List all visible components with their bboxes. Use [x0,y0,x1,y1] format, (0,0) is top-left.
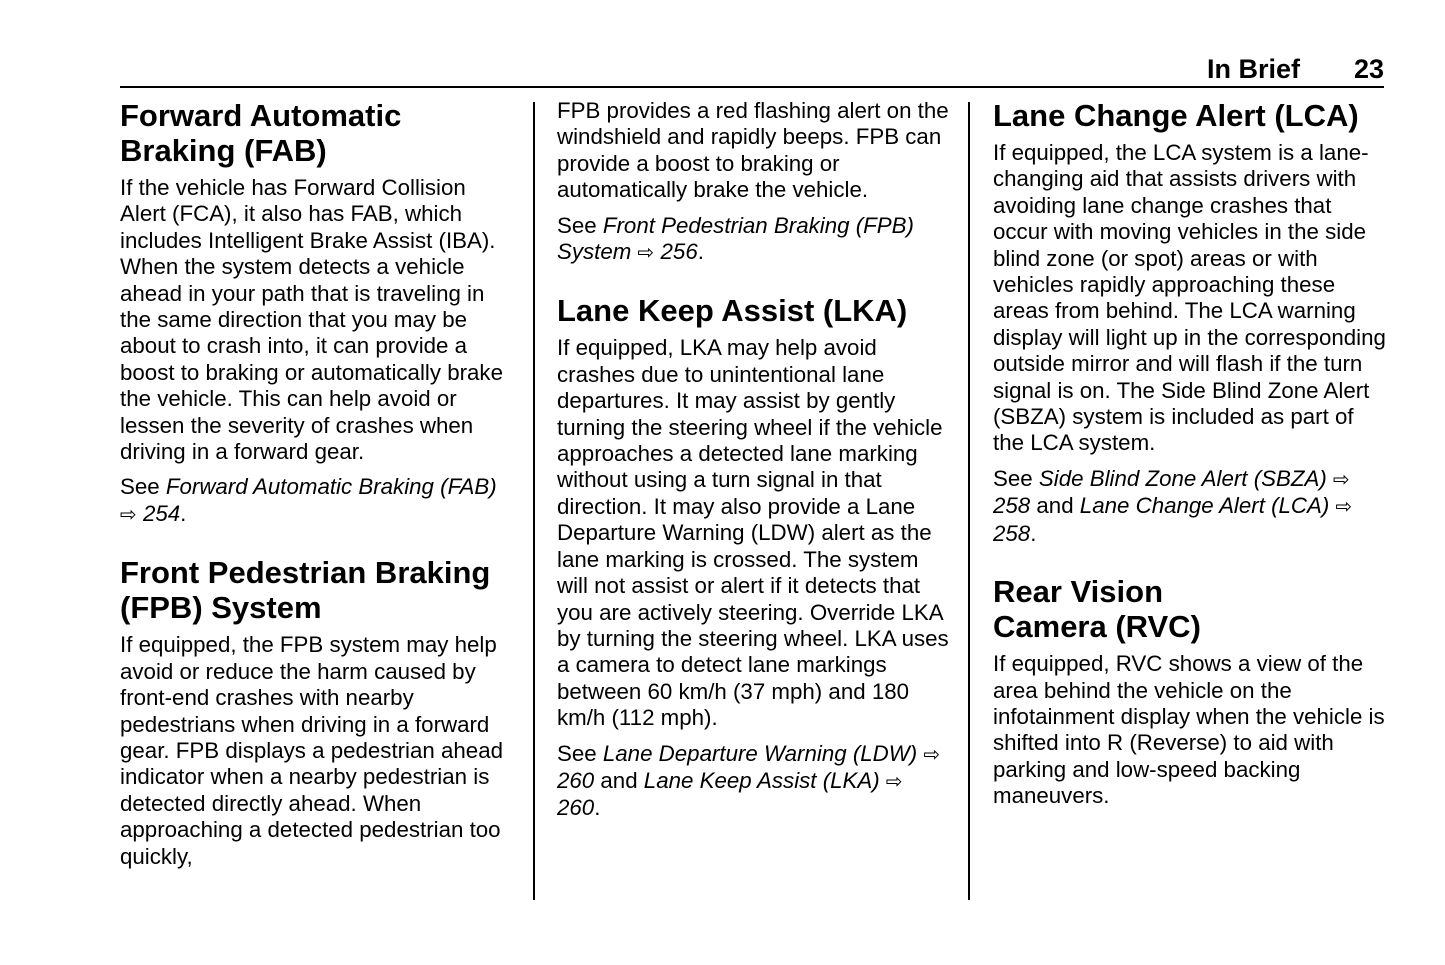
fab-see-reference: See Forward Automatic Braking (FAB) ⇨ 254. [120,474,497,526]
fpb-heading: Front Pedestrian Braking (FPB) System [120,555,491,626]
fpb-body-continued: FPB provides a red flashing alert on the windshield and rapidly beeps. FPB can provide a boost to braking or automatically brake the vehicle. [557,98,949,203]
column-middle [557,98,952,822]
lka-see-reference: See Lane Departure Warning (LDW) ⇨ 260 and Lane Keep Assist (LKA) ⇨ 260. [557,740,941,821]
page-arrow-icon: ⇨ [923,743,941,766]
lka-reference-link[interactable]: Lane Keep Assist (LKA) ⇨ 260 [557,767,903,821]
page-arrow-icon: ⇨ [1333,468,1350,491]
page-arrow-icon: ⇨ [1335,496,1353,519]
page-arrow-icon: ⇨ [885,770,903,793]
lka-body: If equipped, LKA may help avoid crashes due to unintentional lane departures. It may assist by gently turning the steering wheel if the vehicle approaches a detected lane marking without using a turn signal in that direction. It may also provide a Lane Departure Warning (LDW) alert as the lane marking is crossed. The system will not assist or alert if it detects that you are actively steering. Override LKA by turning the steering wheel. LKA uses a camera to detect lane markings between 60 km/h (37 mph) and 180 km/h (112 mph). [557,335,949,731]
column-divider [968,102,970,900]
fab-reference-link[interactable]: Forward Automatic Braking (FAB) ⇨ 254 [120,474,497,526]
fpb-reference-link[interactable]: Front Pedestrian Braking (FPB) System ⇨ 256 [557,212,914,265]
lka-heading: Lane Keep Assist (LKA) [557,293,908,329]
column-right [993,98,1388,810]
fab-body: If the vehicle has Forward Collision Alert (FCA), it also has FAB, which includes Intelligent Brake Assist (IBA). When the system detects a vehicle ahead in your path that is traveling in the same direction that you may be about to crash into, it can provide a boost to braking or automatically brake the vehicle. This can help avoid or lessen the severity of crashes when driving in a forward gear. [120,175,503,465]
rvc-body: If equipped, RVC shows a view of the area behind the vehicle on the infotainment display when the vehicle is shifted into R (Reverse) to aid with parking and low-speed backing maneuvers. [993,651,1385,809]
lca-body: If equipped, the LCA system is a lane-changing aid that assists drivers with avoiding lane change crashes that occur with moving vehicles in the side blind zone (or spot) areas or with vehicles rapidly approaching these areas from behind. The LCA warning display will light up in the corresponding outside mirror and will flash if the turn signal is on. The Side Blind Zone Alert (SBZA) system is included as part of the LCA system. [993,140,1386,456]
column-divider [533,102,535,900]
lca-heading: Lane Change Alert (LCA) [993,98,1359,133]
lca-reference-link[interactable]: Lane Change Alert (LCA) ⇨ 258 [993,493,1353,546]
page-arrow-icon: ⇨ [637,242,655,265]
page-number: 23 [1353,54,1384,84]
lca-see-reference: See Side Blind Zone Alert (SBZA) ⇨ 258 and Lane Change Alert (LCA) ⇨ 258. [993,465,1353,546]
section-title: In Brief [1206,54,1300,84]
fpb-see-reference: See Front Pedestrian Braking (FPB) System ⇨ 256. [557,212,914,265]
fab-heading: Forward Automatic Braking (FAB) [120,98,402,168]
page-arrow-icon: ⇨ [120,503,137,526]
column-left [120,98,515,870]
page-header [120,50,1384,88]
sbza-reference-link[interactable]: Side Blind Zone Alert (SBZA) ⇨ 258 [993,465,1350,519]
fpb-body: If equipped, the FPB system may help avoid or reduce the harm caused by front-end crashes with nearby pedestrians when driving in a forward gear. FPB displays a pedestrian ahead indicator when a nearby pedestrian is detected directly ahead. When approaching a detected pedestrian too quickly, [120,632,504,869]
rvc-heading: Rear Vision Camera (RVC) [993,574,1201,645]
ldw-reference-link[interactable]: Lane Departure Warning (LDW) ⇨ 260 [557,740,941,793]
